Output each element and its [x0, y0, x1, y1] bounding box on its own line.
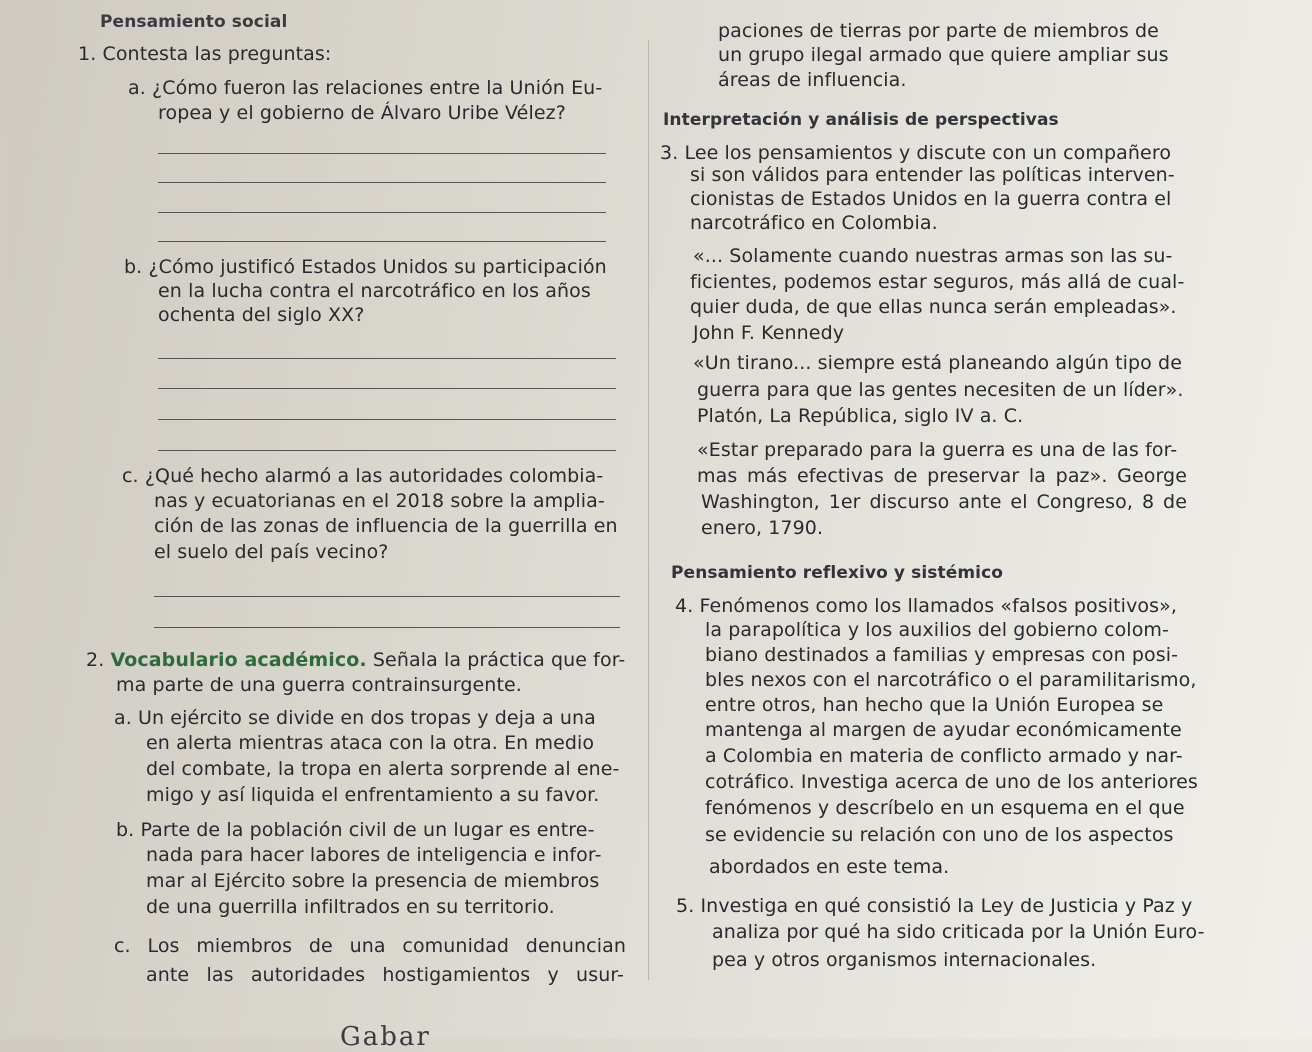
question-2-title — [86, 648, 625, 672]
quote-washington-line-4: enero, 1790. — [701, 517, 824, 539]
answer-line[interactable] — [154, 596, 620, 597]
question-1c-line-4: el suelo del país vecino? — [154, 541, 389, 563]
quote-washington-line-1: «Estar preparado para la guerra es una de las for- — [697, 439, 1178, 461]
question-2-line-2: ma parte de una guerra contrainsurgente. — [116, 674, 522, 696]
question-3-line-2: si son válidos para entender las políticas interven- — [690, 164, 1175, 186]
answer-line[interactable] — [158, 450, 616, 451]
column-divider — [648, 40, 649, 980]
question-4-line-3: biano destinados a familias y empresas con posi- — [705, 644, 1179, 666]
question-4-line-11: abordados en este tema. — [709, 856, 950, 878]
question-1c-line-2: nas y ecuatorianas en el 2018 sobre la amplia- — [154, 490, 605, 512]
question-1b-line-3: ochenta del siglo XX? — [158, 304, 365, 326]
question-1a-line-1: a. ¿Cómo fueron las relaciones entre la Unión Eu- — [128, 77, 603, 99]
question-5-line-2: analiza por qué ha sido criticada por la Unión Euro- — [712, 921, 1205, 943]
question-5-line-1: 5. Investiga en qué consistió la Ley de Justicia y Paz y — [676, 895, 1193, 917]
continuation-line-3: áreas de influencia. — [718, 69, 907, 91]
page-header: Pensamiento social — [100, 12, 288, 32]
question-4-line-5: entre otros, han hecho que la Unión Europea se — [705, 694, 1164, 716]
option-2a-line-4: migo y así liquida el enfrentamiento a su favor. — [146, 784, 600, 806]
continuation-line-2: un grupo ilegal armado que quiere ampliar sus — [718, 44, 1169, 66]
continuation-line-1: paciones de tierras por parte de miembros de — [718, 20, 1159, 42]
option-2b-line-3: mar al Ejército sobre la presencia de miembros — [146, 870, 600, 892]
question-3-line-3: cionistas de Estados Unidos en la guerra contra el — [690, 188, 1172, 210]
question-4-line-2: la parapolítica y los auxilios del gobierno colom- — [705, 619, 1169, 641]
quote-washington-line-3: Washington, 1er discurso ante el Congreso, 8 de — [701, 491, 1187, 513]
question-4-line-4: bles nexos con el narcotráfico o el paramilitarismo, — [705, 669, 1197, 691]
question-1b-line-2: en la lucha contra el narcotráfico en los años — [158, 280, 591, 302]
question-4-line-1: 4. Fenómenos como los llamados «falsos positivos», — [675, 595, 1177, 617]
question-4-line-6: mantenga al margen de ayudar económicamente — [705, 719, 1182, 741]
question-4-line-7: a Colombia en materia de conflicto armado y nar- — [705, 745, 1183, 767]
question-3-line-1: 3. Lee los pensamientos y discute con un compañero — [660, 142, 1172, 164]
quote-kennedy-line-3: quier duda, de que ellas nunca serán empleadas». — [690, 296, 1177, 318]
question-4-line-10: se evidencie su relación con uno de los aspectos — [705, 824, 1174, 846]
answer-line[interactable] — [158, 358, 616, 359]
answer-line[interactable] — [158, 241, 606, 242]
option-2b-line-1: b. Parte de la población civil de un lugar es entre- — [116, 819, 595, 841]
quote-kennedy-author: John F. Kennedy — [693, 322, 845, 344]
section-reflexive-heading: Pensamiento reflexivo y sistémico — [671, 563, 1004, 583]
question-1b-line-1: b. ¿Cómo justificó Estados Unidos su participación — [124, 256, 607, 278]
option-2b-line-2: nada para hacer labores de inteligencia e infor- — [146, 844, 602, 866]
question-1c-line-3: ción de las zonas de influencia de la guerrilla en — [154, 515, 618, 537]
answer-line[interactable] — [154, 627, 620, 628]
option-2a-line-3: del combate, la tropa en alerta sorprende al ene- — [146, 758, 620, 780]
section-interpretation-heading: Interpretación y análisis de perspectivas — [663, 110, 1059, 130]
option-2b-line-4: de una guerrilla infiltrados en su territorio. — [146, 896, 555, 918]
academic-vocabulary-heading: Vocabulario académico. — [110, 649, 367, 671]
question-2-title-rest: Señala la práctica que for- — [366, 649, 626, 671]
quote-kennedy-line-1: «... Solamente cuando nuestras armas son las su- — [693, 245, 1173, 267]
quote-plato-author: Platón, La República, siglo IV a. C. — [697, 405, 1024, 427]
question-3-line-4: narcotráfico en Colombia. — [690, 212, 938, 234]
question-1a-line-2: ropea y el gobierno de Álvaro Uribe Vélez? — [158, 102, 566, 124]
answer-line[interactable] — [158, 182, 606, 183]
question-4-line-9: fenómenos y descríbelo en un esquema en el que — [705, 797, 1185, 819]
answer-line[interactable] — [158, 153, 606, 154]
answer-line[interactable] — [158, 212, 606, 213]
option-2a-line-1: a. Un ejército se divide en dos tropas y deja a una — [114, 707, 596, 729]
option-2c-line-2: ante las autoridades hostigamientos y usur- — [146, 964, 624, 986]
quote-washington-line-2: mas más efectivas de preservar la paz». George — [697, 465, 1187, 487]
question-1-label: 1. Contesta las preguntas: — [78, 43, 332, 65]
answer-line[interactable] — [158, 419, 616, 420]
quote-kennedy-line-2: ficientes, podemos estar seguros, más allá de cual- — [690, 271, 1185, 293]
quote-plato-line-2: guerra para que las gentes necesiten de un líder». — [697, 379, 1184, 401]
question-1c-line-1: c. ¿Qué hecho alarmó a las autoridades colombia- — [122, 465, 604, 487]
quote-plato-line-1: «Un tirano... siempre está planeando algún tipo de — [693, 352, 1182, 374]
question-2-number: 2. — [86, 649, 105, 671]
question-5-line-3: pea y otros organismos internacionales. — [712, 949, 1097, 971]
answer-line[interactable] — [158, 388, 616, 389]
question-4-line-8: cotráfico. Investiga acerca de uno de los anteriores — [705, 771, 1198, 793]
option-2c-line-1: c. Los miembros de una comunidad denuncian — [114, 935, 626, 957]
option-2a-line-2: en alerta mientras ataca con la otra. En medio — [146, 732, 595, 754]
handwritten-scribble: Gabar — [340, 1022, 431, 1052]
